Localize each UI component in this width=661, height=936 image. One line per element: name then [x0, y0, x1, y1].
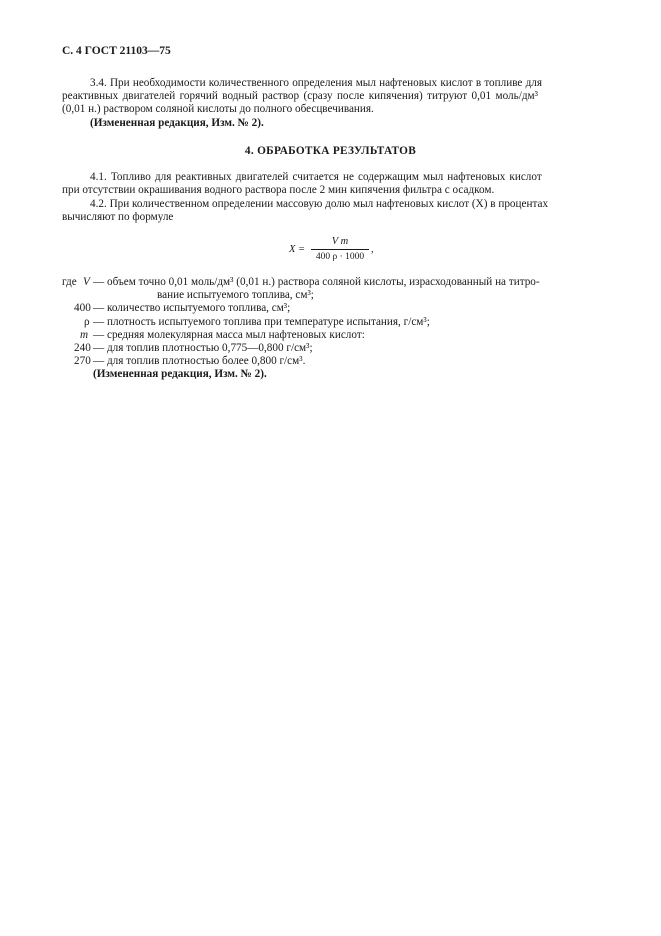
formula-denominator: 400 ρ · 1000: [315, 252, 365, 262]
definition-text: — плотность испытуемого топлива при температуре испытания, г/см³;: [93, 315, 430, 328]
definition-text: — средняя молекулярная масса мыл нафтеновых кислот:: [93, 328, 365, 341]
definition-row: [62, 316, 599, 329]
section-3-4: [62, 77, 599, 130]
definition-symbol: V: [83, 276, 90, 288]
text-line: вычисляют по формуле: [62, 211, 174, 224]
section-4-2: [62, 198, 599, 224]
edition-note: (Измененная редакция, Изм. № 2).: [93, 368, 267, 381]
definitions-list: [62, 276, 599, 382]
definition-text: — объем точно 0,01 моль/дм³ (0,01 н.) раствора соляной кислоты, израсходованный на титро-: [93, 276, 540, 288]
definition-symbol: 240: [74, 341, 91, 354]
section-4-1: [62, 171, 599, 197]
page-header: С. 4 ГОСТ 21103—75: [62, 45, 171, 57]
definition-symbol: 400: [74, 302, 91, 315]
definition-row: [62, 276, 599, 289]
fraction-bar: [311, 249, 369, 250]
text-line: 4.1. Топливо для реактивных двигателей считается не содержащим мыл нафтеновых кислот: [90, 171, 542, 183]
edition-note: (Измененная редакция, Изм. № 2).: [90, 116, 264, 129]
formula-trailing: ,: [371, 244, 374, 255]
definition-symbol: 270: [74, 355, 91, 368]
definition-row: [62, 342, 599, 355]
definition-text: — для топлив плотностью 0,775—0,800 г/см³;: [93, 341, 313, 354]
formula-lhs: X =: [289, 244, 306, 255]
text-line: реактивных двигателей горячий водный раствор (сразу после кипячения) титруют 0,01 моль/дм³: [62, 90, 538, 103]
text-line: 3.4. При необходимости количественного определения мыл нафтеновых кислот в топливе для: [90, 77, 543, 89]
definition-row: [62, 302, 599, 315]
definition-symbol: m: [80, 328, 89, 341]
text-line: 4.2. При количественном определении массовую долю мыл нафтеновых кислот (X) в процентах: [90, 198, 549, 210]
definition-continuation: вание испытуемого топлива, см³;: [157, 289, 314, 302]
text-line: (0,01 н.) раствором соляной кислоты до полного обесцвечивания.: [62, 103, 374, 116]
definition-row: [62, 355, 599, 368]
definition-text: — для топлив плотностью более 0,800 г/см³.: [93, 355, 306, 368]
section-heading: 4. ОБРАБОТКА РЕЗУЛЬТАТОВ: [244, 145, 417, 157]
formula-fraction: [311, 236, 369, 263]
definition-row: [62, 329, 599, 342]
text-line: при отсутствии окрашивания водного раствора после 2 мин кипячения фильтра с осадком.: [62, 184, 495, 197]
definition-text: — количество испытуемого топлива, см³;: [93, 302, 291, 315]
formula-numerator: V m: [331, 236, 349, 247]
definitions-lead: где: [62, 276, 77, 288]
definition-symbol: ρ: [84, 315, 90, 328]
